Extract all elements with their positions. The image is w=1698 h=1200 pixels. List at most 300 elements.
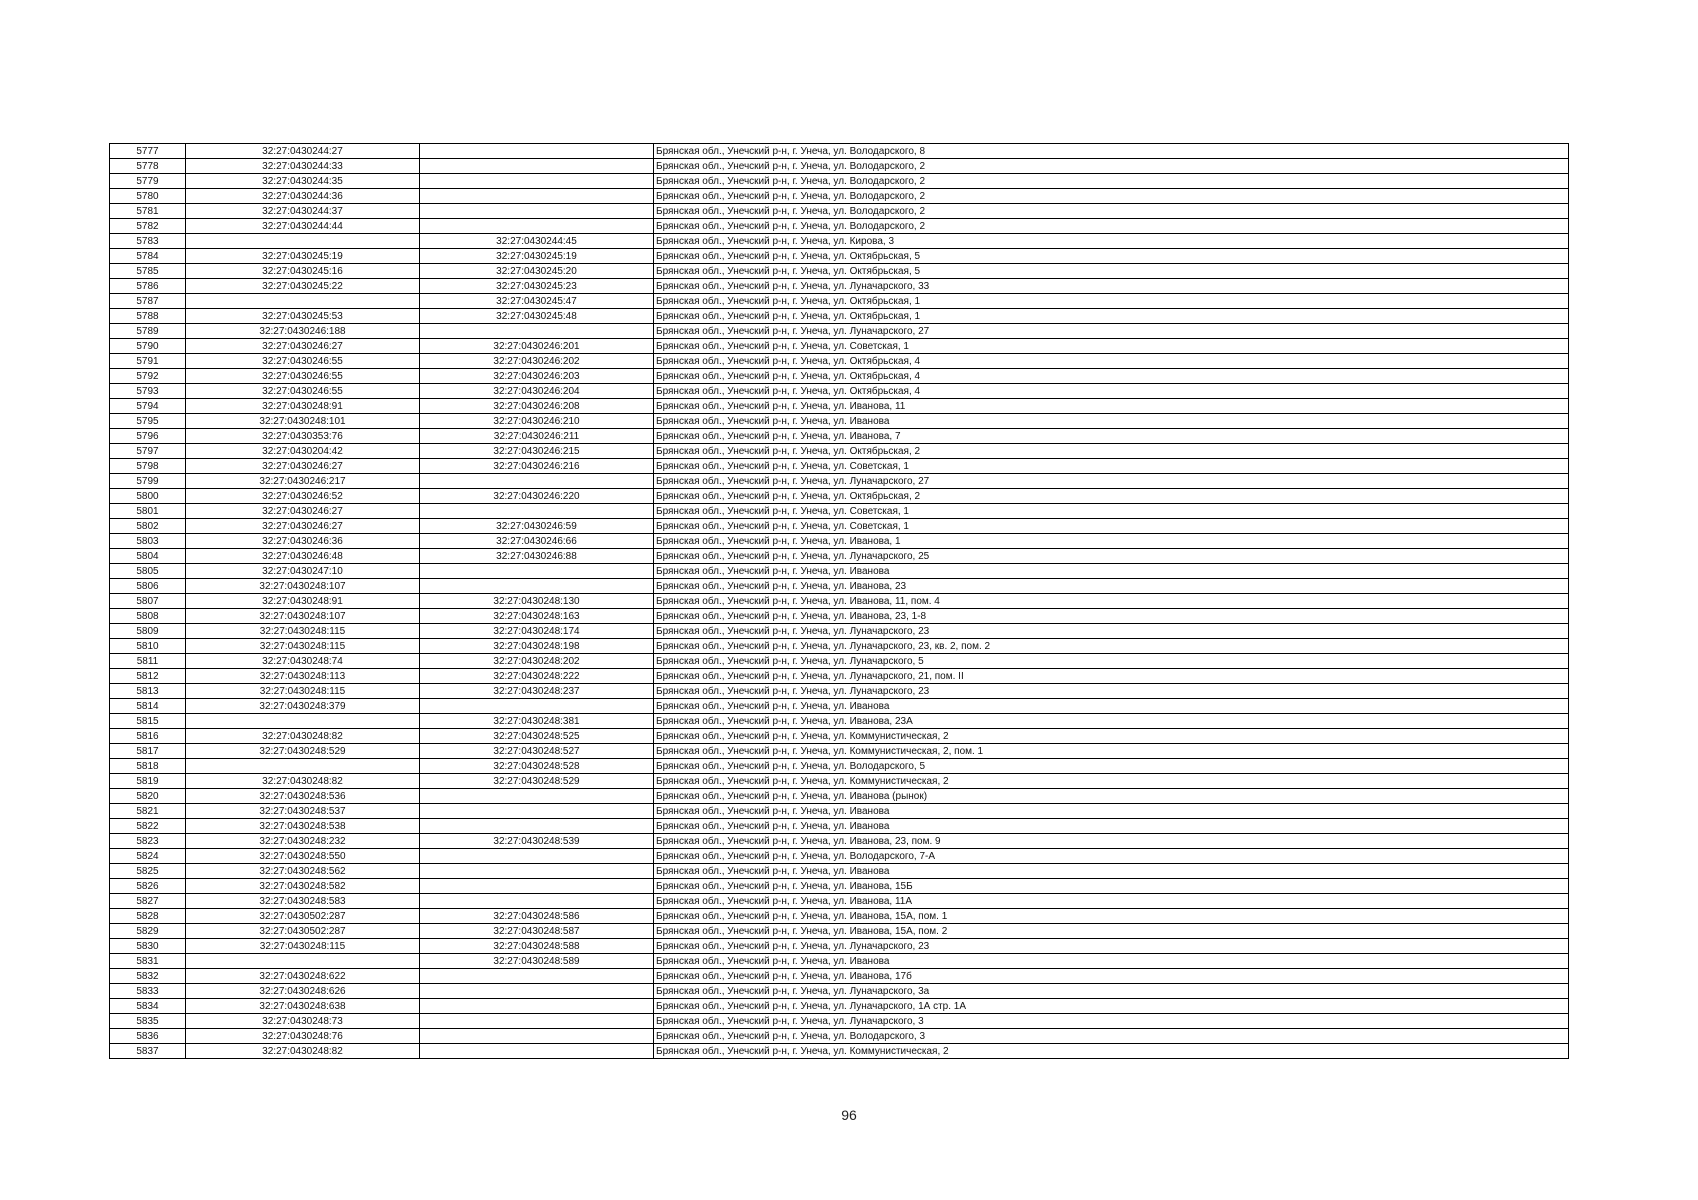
cadastral-number-cell: 32:27:0430244:37 — [186, 204, 420, 219]
address-cell: Брянская обл., Унечский р-н, г. Унеча, ул. Коммунистическая, 2 — [654, 774, 1569, 789]
table-row — [110, 384, 1569, 399]
row-number-cell: 5824 — [110, 849, 186, 864]
object-cadastral-number-cell: 32:27:0430246:202 — [420, 354, 654, 369]
object-cadastral-number-cell: 32:27:0430245:23 — [420, 279, 654, 294]
address-cell: Брянская обл., Унечский р-н, г. Унеча, ул. Иванова, 23 — [654, 579, 1569, 594]
cadastral-number-cell: 32:27:0430246:27 — [186, 504, 420, 519]
row-number-cell: 5811 — [110, 654, 186, 669]
address-cell: Брянская обл., Унечский р-н, г. Унеча, ул. Иванова — [654, 804, 1569, 819]
row-number-cell: 5787 — [110, 294, 186, 309]
object-cadastral-number-cell: 32:27:0430248:529 — [420, 774, 654, 789]
table-row — [110, 684, 1569, 699]
cadastral-number-cell: 32:27:0430502:287 — [186, 924, 420, 939]
table-row — [110, 294, 1569, 309]
address-cell: Брянская обл., Унечский р-н, г. Унеча, ул. Октябрьская, 1 — [654, 309, 1569, 324]
row-number-cell: 5777 — [110, 144, 186, 159]
cadastral-number-cell: 32:27:0430244:33 — [186, 159, 420, 174]
table-row — [110, 474, 1569, 489]
object-cadastral-number-cell — [420, 894, 654, 909]
row-number-cell: 5794 — [110, 399, 186, 414]
table-row — [110, 654, 1569, 669]
table-row — [110, 234, 1569, 249]
object-cadastral-number-cell: 32:27:0430245:48 — [420, 309, 654, 324]
table-row — [110, 714, 1569, 729]
table-row — [110, 699, 1569, 714]
table-row — [110, 369, 1569, 384]
table-row — [110, 774, 1569, 789]
address-cell: Брянская обл., Унечский р-н, г. Унеча, ул. Иванова, 1 — [654, 534, 1569, 549]
address-cell: Брянская обл., Унечский р-н, г. Унеча, ул. Советская, 1 — [654, 519, 1569, 534]
address-cell: Брянская обл., Унечский р-н, г. Унеча, ул. Луначарского, 1А стр. 1А — [654, 999, 1569, 1014]
cadastral-number-cell: 32:27:0430248:622 — [186, 969, 420, 984]
object-cadastral-number-cell: 32:27:0430248:528 — [420, 759, 654, 774]
table-row — [110, 279, 1569, 294]
cadastral-number-cell: 32:27:0430248:538 — [186, 819, 420, 834]
table-row — [110, 249, 1569, 264]
address-cell: Брянская обл., Унечский р-н, г. Унеча, ул. Володарского, 2 — [654, 174, 1569, 189]
object-cadastral-number-cell: 32:27:0430246:208 — [420, 399, 654, 414]
table-row — [110, 414, 1569, 429]
row-number-cell: 5837 — [110, 1044, 186, 1059]
object-cadastral-number-cell — [420, 984, 654, 999]
row-number-cell: 5819 — [110, 774, 186, 789]
address-cell: Брянская обл., Унечский р-н, г. Унеча, ул. Володарского, 2 — [654, 219, 1569, 234]
address-cell: Брянская обл., Унечский р-н, г. Унеча, ул. Иванова, 23А — [654, 714, 1569, 729]
address-cell: Брянская обл., Унечский р-н, г. Унеча, ул. Луначарского, 21, пом. II — [654, 669, 1569, 684]
row-number-cell: 5804 — [110, 549, 186, 564]
object-cadastral-number-cell: 32:27:0430248:586 — [420, 909, 654, 924]
address-cell: Брянская обл., Унечский р-н, г. Унеча, ул. Иванова, 7 — [654, 429, 1569, 444]
object-cadastral-number-cell — [420, 159, 654, 174]
table-row — [110, 354, 1569, 369]
table-row — [110, 954, 1569, 969]
row-number-cell: 5798 — [110, 459, 186, 474]
row-number-cell: 5827 — [110, 894, 186, 909]
address-cell: Брянская обл., Унечский р-н, г. Унеча, ул. Иванова — [654, 954, 1569, 969]
table-row — [110, 429, 1569, 444]
row-number-cell: 5813 — [110, 684, 186, 699]
row-number-cell: 5788 — [110, 309, 186, 324]
address-cell: Брянская обл., Унечский р-н, г. Унеча, ул. Октябрьская, 4 — [654, 354, 1569, 369]
cadastral-number-cell: 32:27:0430248:82 — [186, 729, 420, 744]
cadastral-number-cell: 32:27:0430204:42 — [186, 444, 420, 459]
row-number-cell: 5801 — [110, 504, 186, 519]
table-row — [110, 339, 1569, 354]
row-number-cell: 5836 — [110, 1029, 186, 1044]
cadastral-number-cell: 32:27:0430248:537 — [186, 804, 420, 819]
object-cadastral-number-cell — [420, 204, 654, 219]
row-number-cell: 5784 — [110, 249, 186, 264]
address-cell: Брянская обл., Унечский р-н, г. Унеча, ул. Октябрьская, 2 — [654, 489, 1569, 504]
cadastral-number-cell: 32:27:0430248:115 — [186, 624, 420, 639]
register-table — [109, 143, 1569, 1059]
row-number-cell: 5780 — [110, 189, 186, 204]
object-cadastral-number-cell: 32:27:0430246:211 — [420, 429, 654, 444]
address-cell: Брянская обл., Унечский р-н, г. Унеча, ул. Володарского, 2 — [654, 204, 1569, 219]
row-number-cell: 5805 — [110, 564, 186, 579]
object-cadastral-number-cell: 32:27:0430248:174 — [420, 624, 654, 639]
table-row — [110, 924, 1569, 939]
row-number-cell: 5786 — [110, 279, 186, 294]
object-cadastral-number-cell: 32:27:0430248:163 — [420, 609, 654, 624]
cadastral-number-cell: 32:27:0430248:626 — [186, 984, 420, 999]
cadastral-number-cell: 32:27:0430248:583 — [186, 894, 420, 909]
address-cell: Брянская обл., Унечский р-н, г. Унеча, ул. Луначарского, 27 — [654, 474, 1569, 489]
address-cell: Брянская обл., Унечский р-н, г. Унеча, ул. Володарского, 3 — [654, 1029, 1569, 1044]
table-row — [110, 579, 1569, 594]
cadastral-number-cell: 32:27:0430248:115 — [186, 939, 420, 954]
object-cadastral-number-cell — [420, 999, 654, 1014]
table-row — [110, 999, 1569, 1014]
row-number-cell: 5820 — [110, 789, 186, 804]
table-row — [110, 174, 1569, 189]
object-cadastral-number-cell: 32:27:0430246:220 — [420, 489, 654, 504]
object-cadastral-number-cell — [420, 819, 654, 834]
address-cell: Брянская обл., Унечский р-н, г. Унеча, ул. Иванова, 23, 1-8 — [654, 609, 1569, 624]
cadastral-number-cell: 32:27:0430248:529 — [186, 744, 420, 759]
address-cell: Брянская обл., Унечский р-н, г. Унеча, ул. Кирова, 3 — [654, 234, 1569, 249]
row-number-cell: 5818 — [110, 759, 186, 774]
cadastral-number-cell — [186, 234, 420, 249]
address-cell: Брянская обл., Унечский р-н, г. Унеча, ул. Иванова, 15А, пом. 1 — [654, 909, 1569, 924]
address-cell: Брянская обл., Унечский р-н, г. Унеча, ул. Иванова, 11, пом. 4 — [654, 594, 1569, 609]
address-cell: Брянская обл., Унечский р-н, г. Унеча, ул. Луначарского, 23 — [654, 684, 1569, 699]
table-row — [110, 444, 1569, 459]
object-cadastral-number-cell: 32:27:0430248:222 — [420, 669, 654, 684]
address-cell: Брянская обл., Унечский р-н, г. Унеча, ул. Володарского, 2 — [654, 189, 1569, 204]
page-number: 96 — [841, 1107, 857, 1123]
table-row — [110, 219, 1569, 234]
row-number-cell: 5795 — [110, 414, 186, 429]
row-number-cell: 5797 — [110, 444, 186, 459]
table-row — [110, 159, 1569, 174]
row-number-cell: 5785 — [110, 264, 186, 279]
address-cell: Брянская обл., Унечский р-н, г. Унеча, ул. Октябрьская, 5 — [654, 249, 1569, 264]
object-cadastral-number-cell — [420, 504, 654, 519]
table-row — [110, 849, 1569, 864]
cadastral-number-cell: 32:27:0430248:582 — [186, 879, 420, 894]
cadastral-number-cell: 32:27:0430248:76 — [186, 1029, 420, 1044]
table-row — [110, 534, 1569, 549]
table-row — [110, 564, 1569, 579]
cadastral-number-cell: 32:27:0430246:52 — [186, 489, 420, 504]
cadastral-number-cell — [186, 759, 420, 774]
table-row — [110, 309, 1569, 324]
object-cadastral-number-cell — [420, 789, 654, 804]
object-cadastral-number-cell: 32:27:0430248:198 — [420, 639, 654, 654]
row-number-cell: 5806 — [110, 579, 186, 594]
object-cadastral-number-cell: 32:27:0430245:20 — [420, 264, 654, 279]
object-cadastral-number-cell: 32:27:0430248:130 — [420, 594, 654, 609]
address-cell: Брянская обл., Унечский р-н, г. Унеча, ул. Володарского, 2 — [654, 159, 1569, 174]
row-number-cell: 5834 — [110, 999, 186, 1014]
row-number-cell: 5814 — [110, 699, 186, 714]
cadastral-number-cell: 32:27:0430248:91 — [186, 399, 420, 414]
table-row — [110, 624, 1569, 639]
object-cadastral-number-cell: 32:27:0430246:201 — [420, 339, 654, 354]
row-number-cell: 5832 — [110, 969, 186, 984]
cadastral-number-cell: 32:27:0430248:115 — [186, 639, 420, 654]
row-number-cell: 5802 — [110, 519, 186, 534]
address-cell: Брянская обл., Унечский р-н, г. Унеча, ул. Иванова, 17б — [654, 969, 1569, 984]
table-row — [110, 639, 1569, 654]
object-cadastral-number-cell: 32:27:0430246:203 — [420, 369, 654, 384]
object-cadastral-number-cell: 32:27:0430245:19 — [420, 249, 654, 264]
object-cadastral-number-cell — [420, 219, 654, 234]
table-row — [110, 759, 1569, 774]
cadastral-number-cell: 32:27:0430353:76 — [186, 429, 420, 444]
table-row — [110, 594, 1569, 609]
address-cell: Брянская обл., Унечский р-н, г. Унеча, ул. Октябрьская, 4 — [654, 369, 1569, 384]
cadastral-number-cell: 32:27:0430248:379 — [186, 699, 420, 714]
address-cell: Брянская обл., Унечский р-н, г. Унеча, ул. Иванова — [654, 414, 1569, 429]
object-cadastral-number-cell: 32:27:0430245:47 — [420, 294, 654, 309]
row-number-cell: 5799 — [110, 474, 186, 489]
row-number-cell: 5800 — [110, 489, 186, 504]
table-row — [110, 969, 1569, 984]
address-cell: Брянская обл., Унечский р-н, г. Унеча, ул. Советская, 1 — [654, 504, 1569, 519]
object-cadastral-number-cell: 32:27:0430246:210 — [420, 414, 654, 429]
object-cadastral-number-cell — [420, 849, 654, 864]
table-row — [110, 264, 1569, 279]
cadastral-number-cell: 32:27:0430248:107 — [186, 579, 420, 594]
table-row — [110, 489, 1569, 504]
row-number-cell: 5829 — [110, 924, 186, 939]
cadastral-number-cell: 32:27:0430248:82 — [186, 774, 420, 789]
row-number-cell: 5830 — [110, 939, 186, 954]
cadastral-number-cell: 32:27:0430246:55 — [186, 354, 420, 369]
object-cadastral-number-cell: 32:27:0430248:237 — [420, 684, 654, 699]
address-cell: Брянская обл., Унечский р-н, г. Унеча, ул. Володарского, 5 — [654, 759, 1569, 774]
table-row — [110, 939, 1569, 954]
row-number-cell: 5822 — [110, 819, 186, 834]
object-cadastral-number-cell — [420, 804, 654, 819]
row-number-cell: 5815 — [110, 714, 186, 729]
table-row — [110, 879, 1569, 894]
cadastral-number-cell: 32:27:0430502:287 — [186, 909, 420, 924]
row-number-cell: 5791 — [110, 354, 186, 369]
cadastral-number-cell: 32:27:0430246:55 — [186, 384, 420, 399]
address-cell: Брянская обл., Унечский р-н, г. Унеча, ул. Володарского, 8 — [654, 144, 1569, 159]
table-row — [110, 504, 1569, 519]
row-number-cell: 5835 — [110, 1014, 186, 1029]
row-number-cell: 5792 — [110, 369, 186, 384]
row-number-cell: 5812 — [110, 669, 186, 684]
object-cadastral-number-cell: 32:27:0430248:525 — [420, 729, 654, 744]
table-row — [110, 189, 1569, 204]
object-cadastral-number-cell — [420, 324, 654, 339]
address-cell: Брянская обл., Унечский р-н, г. Унеча, ул. Луначарского, 5 — [654, 654, 1569, 669]
table-row — [110, 399, 1569, 414]
address-cell: Брянская обл., Унечский р-н, г. Унеча, ул. Октябрьская, 2 — [654, 444, 1569, 459]
cadastral-number-cell: 32:27:0430244:35 — [186, 174, 420, 189]
row-number-cell: 5833 — [110, 984, 186, 999]
object-cadastral-number-cell: 32:27:0430248:588 — [420, 939, 654, 954]
address-cell: Брянская обл., Унечский р-н, г. Унеча, ул. Иванова — [654, 819, 1569, 834]
object-cadastral-number-cell — [420, 474, 654, 489]
address-cell: Брянская обл., Унечский р-н, г. Унеча, ул. Иванова, 23, пом. 9 — [654, 834, 1569, 849]
table-row — [110, 549, 1569, 564]
object-cadastral-number-cell: 32:27:0430248:527 — [420, 744, 654, 759]
address-cell: Брянская обл., Унечский р-н, г. Унеча, ул. Октябрьская, 1 — [654, 294, 1569, 309]
object-cadastral-number-cell: 32:27:0430248:202 — [420, 654, 654, 669]
row-number-cell: 5809 — [110, 624, 186, 639]
address-cell: Брянская обл., Унечский р-н, г. Унеча, ул. Луначарского, 25 — [654, 549, 1569, 564]
address-cell: Брянская обл., Унечский р-н, г. Унеча, ул. Советская, 1 — [654, 339, 1569, 354]
table-row — [110, 984, 1569, 999]
object-cadastral-number-cell — [420, 174, 654, 189]
address-cell: Брянская обл., Унечский р-н, г. Унеча, ул. Луначарского, 27 — [654, 324, 1569, 339]
table-row — [110, 789, 1569, 804]
table-row — [110, 204, 1569, 219]
row-number-cell: 5779 — [110, 174, 186, 189]
row-number-cell: 5808 — [110, 609, 186, 624]
object-cadastral-number-cell — [420, 564, 654, 579]
row-number-cell: 5796 — [110, 429, 186, 444]
table-body — [110, 144, 1569, 1059]
address-cell: Брянская обл., Унечский р-н, г. Унеча, ул. Луначарского, 23 — [654, 624, 1569, 639]
cadastral-number-cell: 32:27:0430248:101 — [186, 414, 420, 429]
cadastral-number-cell: 32:27:0430248:107 — [186, 609, 420, 624]
address-cell: Брянская обл., Унечский р-н, г. Унеча, ул. Луначарского, 3а — [654, 984, 1569, 999]
object-cadastral-number-cell — [420, 189, 654, 204]
cadastral-number-cell: 32:27:0430246:36 — [186, 534, 420, 549]
object-cadastral-number-cell — [420, 879, 654, 894]
cadastral-number-cell: 32:27:0430244:44 — [186, 219, 420, 234]
cadastral-number-cell: 32:27:0430248:91 — [186, 594, 420, 609]
object-cadastral-number-cell — [420, 1029, 654, 1044]
address-cell: Брянская обл., Унечский р-н, г. Унеча, ул. Луначарского, 23, кв. 2, пом. 2 — [654, 639, 1569, 654]
object-cadastral-number-cell: 32:27:0430246:204 — [420, 384, 654, 399]
cadastral-number-cell — [186, 714, 420, 729]
cadastral-number-cell: 32:27:0430248:638 — [186, 999, 420, 1014]
cadastral-number-cell: 32:27:0430246:27 — [186, 519, 420, 534]
address-cell: Брянская обл., Унечский р-н, г. Унеча, ул. Луначарского, 23 — [654, 939, 1569, 954]
row-number-cell: 5825 — [110, 864, 186, 879]
cadastral-number-cell: 32:27:0430248:562 — [186, 864, 420, 879]
table-row — [110, 744, 1569, 759]
cadastral-number-cell: 32:27:0430248:550 — [186, 849, 420, 864]
object-cadastral-number-cell — [420, 1044, 654, 1059]
cadastral-number-cell: 32:27:0430248:232 — [186, 834, 420, 849]
address-cell: Брянская обл., Унечский р-н, г. Унеча, ул. Коммунистическая, 2, пом. 1 — [654, 744, 1569, 759]
object-cadastral-number-cell: 32:27:0430248:381 — [420, 714, 654, 729]
row-number-cell: 5810 — [110, 639, 186, 654]
address-cell: Брянская обл., Унечский р-н, г. Унеча, ул. Иванова, 15Б — [654, 879, 1569, 894]
cadastral-number-cell: 32:27:0430244:36 — [186, 189, 420, 204]
table-row — [110, 864, 1569, 879]
row-number-cell: 5782 — [110, 219, 186, 234]
address-cell: Брянская обл., Унечский р-н, г. Унеча, ул. Октябрьская, 4 — [654, 384, 1569, 399]
table-row — [110, 909, 1569, 924]
row-number-cell: 5823 — [110, 834, 186, 849]
table-row — [110, 1014, 1569, 1029]
object-cadastral-number-cell: 32:27:0430246:215 — [420, 444, 654, 459]
table-row — [110, 819, 1569, 834]
row-number-cell: 5789 — [110, 324, 186, 339]
table-row — [110, 804, 1569, 819]
object-cadastral-number-cell: 32:27:0430248:589 — [420, 954, 654, 969]
row-number-cell: 5831 — [110, 954, 186, 969]
cadastral-number-cell: 32:27:0430248:113 — [186, 669, 420, 684]
address-cell: Брянская обл., Унечский р-н, г. Унеча, ул. Иванова (рынок) — [654, 789, 1569, 804]
cadastral-number-cell: 32:27:0430246:48 — [186, 549, 420, 564]
object-cadastral-number-cell: 32:27:0430246:66 — [420, 534, 654, 549]
row-number-cell: 5793 — [110, 384, 186, 399]
cadastral-number-cell: 32:27:0430245:22 — [186, 279, 420, 294]
address-cell: Брянская обл., Унечский р-н, г. Унеча, ул. Октябрьская, 5 — [654, 264, 1569, 279]
cadastral-number-cell — [186, 954, 420, 969]
object-cadastral-number-cell — [420, 864, 654, 879]
cadastral-number-cell: 32:27:0430246:55 — [186, 369, 420, 384]
object-cadastral-number-cell — [420, 699, 654, 714]
cadastral-number-cell — [186, 294, 420, 309]
object-cadastral-number-cell: 32:27:0430248:587 — [420, 924, 654, 939]
table-row — [110, 144, 1569, 159]
table-row — [110, 669, 1569, 684]
address-cell: Брянская обл., Унечский р-н, г. Унеча, ул. Володарского, 7-А — [654, 849, 1569, 864]
table-row — [110, 1044, 1569, 1059]
object-cadastral-number-cell: 32:27:0430246:88 — [420, 549, 654, 564]
cadastral-number-cell: 32:27:0430245:53 — [186, 309, 420, 324]
cadastral-number-cell: 32:27:0430248:73 — [186, 1014, 420, 1029]
row-number-cell: 5783 — [110, 234, 186, 249]
row-number-cell: 5821 — [110, 804, 186, 819]
address-cell: Брянская обл., Унечский р-н, г. Унеча, ул. Луначарского, 33 — [654, 279, 1569, 294]
cadastral-number-cell: 32:27:0430246:188 — [186, 324, 420, 339]
table-row — [110, 459, 1569, 474]
table-row — [110, 1029, 1569, 1044]
row-number-cell: 5778 — [110, 159, 186, 174]
address-cell: Брянская обл., Унечский р-н, г. Унеча, ул. Иванова — [654, 699, 1569, 714]
table-row — [110, 519, 1569, 534]
cadastral-number-cell: 32:27:0430248:115 — [186, 684, 420, 699]
address-cell: Брянская обл., Унечский р-н, г. Унеча, ул. Коммунистическая, 2 — [654, 1044, 1569, 1059]
row-number-cell: 5781 — [110, 204, 186, 219]
cadastral-number-cell: 32:27:0430246:27 — [186, 459, 420, 474]
object-cadastral-number-cell: 32:27:0430246:59 — [420, 519, 654, 534]
object-cadastral-number-cell — [420, 1014, 654, 1029]
row-number-cell: 5790 — [110, 339, 186, 354]
cadastral-number-cell: 32:27:0430248:536 — [186, 789, 420, 804]
cadastral-number-cell: 32:27:0430244:27 — [186, 144, 420, 159]
object-cadastral-number-cell: 32:27:0430244:45 — [420, 234, 654, 249]
object-cadastral-number-cell — [420, 144, 654, 159]
address-cell: Брянская обл., Унечский р-н, г. Унеча, ул. Иванова, 11 — [654, 399, 1569, 414]
address-cell: Брянская обл., Унечский р-н, г. Унеча, ул. Иванова — [654, 864, 1569, 879]
object-cadastral-number-cell: 32:27:0430248:539 — [420, 834, 654, 849]
cadastral-number-cell: 32:27:0430246:27 — [186, 339, 420, 354]
address-cell: Брянская обл., Унечский р-н, г. Унеча, ул. Советская, 1 — [654, 459, 1569, 474]
row-number-cell: 5828 — [110, 909, 186, 924]
table-row — [110, 609, 1569, 624]
cadastral-number-cell: 32:27:0430248:82 — [186, 1044, 420, 1059]
address-cell: Брянская обл., Унечский р-н, г. Унеча, ул. Иванова, 15А, пом. 2 — [654, 924, 1569, 939]
row-number-cell: 5817 — [110, 744, 186, 759]
address-cell: Брянская обл., Унечский р-н, г. Унеча, ул. Луначарского, 3 — [654, 1014, 1569, 1029]
address-cell: Брянская обл., Унечский р-н, г. Унеча, ул. Иванова — [654, 564, 1569, 579]
row-number-cell: 5816 — [110, 729, 186, 744]
row-number-cell: 5826 — [110, 879, 186, 894]
table-row — [110, 834, 1569, 849]
row-number-cell: 5807 — [110, 594, 186, 609]
table-row — [110, 324, 1569, 339]
cadastral-number-cell: 32:27:0430245:16 — [186, 264, 420, 279]
cadastral-number-cell: 32:27:0430245:19 — [186, 249, 420, 264]
cadastral-number-cell: 32:27:0430246:217 — [186, 474, 420, 489]
cadastral-number-cell: 32:27:0430248:74 — [186, 654, 420, 669]
cadastral-number-cell: 32:27:0430247:10 — [186, 564, 420, 579]
